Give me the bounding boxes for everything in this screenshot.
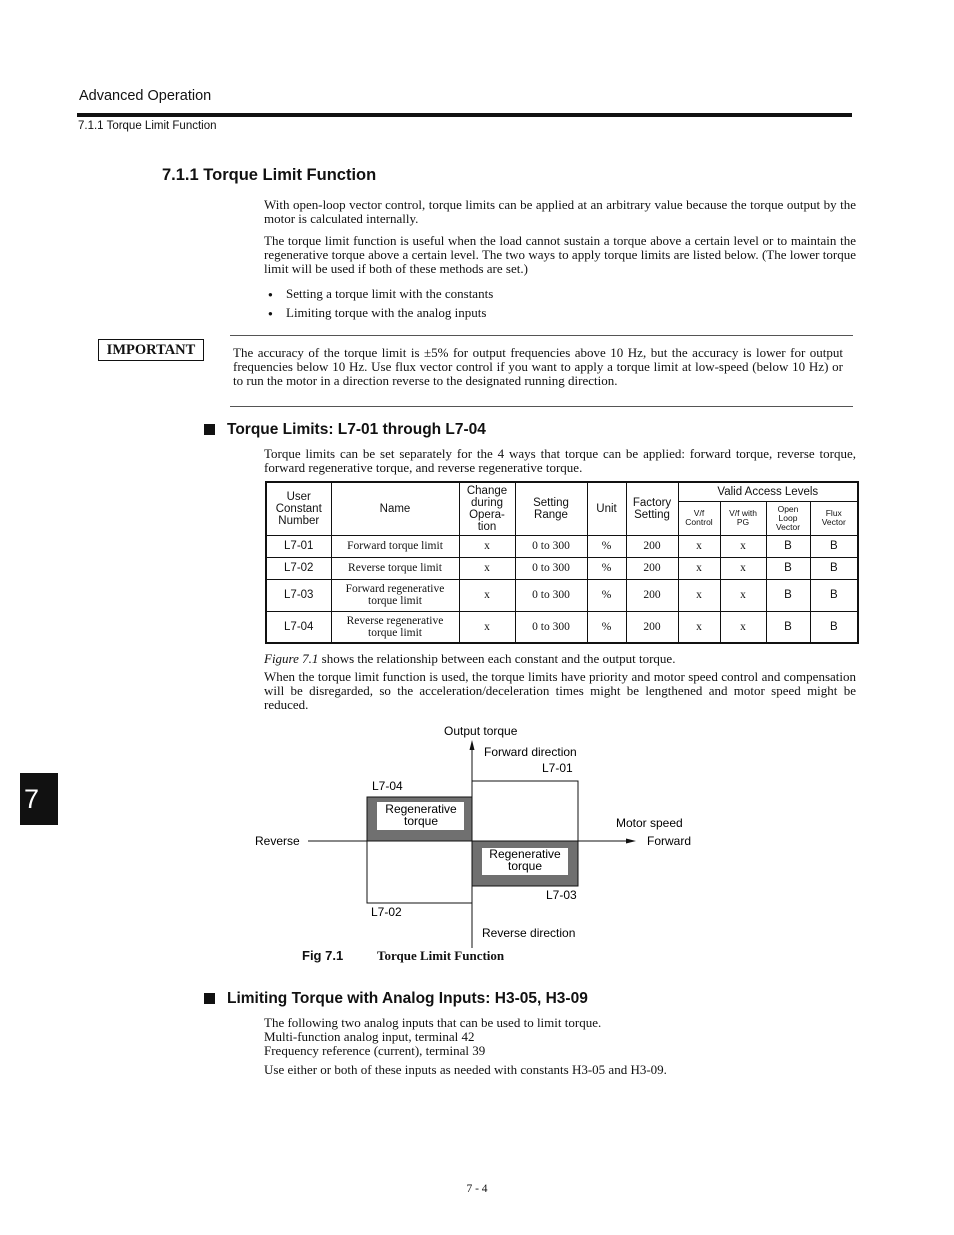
- l701-region: [472, 781, 578, 841]
- l701-label: L7-01: [542, 761, 573, 775]
- cell-flux: B: [810, 611, 858, 643]
- forward-direction-label: Forward direction: [484, 745, 577, 759]
- torque-limits-heading: [204, 421, 486, 439]
- col-user-constant: User Constant Number: [266, 482, 331, 535]
- cell-name: Reverse regenerative torque limit: [331, 611, 459, 643]
- important-top-rule: [230, 335, 853, 336]
- cell-range: 0 to 300: [515, 579, 587, 611]
- cell-olv: B: [766, 611, 810, 643]
- regen-label-1: Regenerative: [385, 802, 457, 816]
- header-rule: [77, 113, 852, 117]
- table-row: [266, 611, 858, 643]
- cell-flux: B: [810, 579, 858, 611]
- cell-range: 0 to 300: [515, 611, 587, 643]
- output-torque-label: Output torque: [444, 724, 518, 738]
- regen-label-1b: torque: [403, 814, 439, 828]
- col-open-loop-vector: Open Loop Vector: [766, 501, 810, 535]
- reverse-label: Reverse: [255, 834, 300, 848]
- cell-flux: B: [810, 535, 858, 557]
- cell-factory: 200: [626, 611, 678, 643]
- torque-axis-arrow-icon: [470, 740, 475, 750]
- method-list: [268, 287, 493, 325]
- cell-unit: %: [587, 611, 626, 643]
- torque-limit-diagram: [250, 720, 710, 950]
- function-paragraph: The torque limit function is useful when the load cannot sustain a torque above a certain level or to maintain the regenerative torque above a certain level. The two ways to apply torque limits are listed below. (The lower torque limit will be used if both of these methods are set.): [264, 233, 856, 276]
- running-header-title: Advanced Operation: [79, 88, 212, 104]
- cell-range: 0 to 300: [515, 535, 587, 557]
- col-unit: Unit: [587, 482, 626, 535]
- cell-unit: %: [587, 557, 626, 579]
- running-header-subtitle: 7.1.1 Torque Limit Function: [78, 120, 217, 132]
- figure-reference-text: [264, 652, 856, 666]
- speed-axis-arrow-icon: [626, 839, 636, 844]
- cell-factory: 200: [626, 557, 678, 579]
- l702-region: [367, 841, 472, 903]
- figure-caption-title: Torque Limit Function: [377, 948, 505, 963]
- cell-change: x: [459, 535, 515, 557]
- priority-paragraph: When the torque limit function is used, the torque limits have priority and motor speed control and compensation will be disregarded, so the acceleration/deceleration times might be lengthened and motor speed might be reduced.: [264, 669, 856, 712]
- col-flux-vector: Flux Vector: [810, 501, 858, 535]
- cell-change: x: [459, 579, 515, 611]
- motor-speed-label: Motor speed: [616, 816, 683, 830]
- col-vf-control: V/f Control: [678, 501, 720, 535]
- analog-line-1: The following two analog inputs that can be used to limit torque.: [264, 1015, 602, 1030]
- cell-vfpg: x: [720, 557, 766, 579]
- page-number: 7 - 4: [466, 1183, 488, 1195]
- square-bullet-icon: [204, 993, 215, 1004]
- analog-heading: [204, 990, 588, 1008]
- analog-heading-text: Limiting Torque with Analog Inputs: H3-05, H3-09: [227, 990, 588, 1007]
- list-item: ● Setting a torque limit with the constants: [268, 287, 493, 306]
- cell-code: L7-03: [266, 579, 331, 611]
- cell-flux: B: [810, 557, 858, 579]
- cell-vf: x: [678, 611, 720, 643]
- cell-vf: x: [678, 579, 720, 611]
- torque-limits-intro: Torque limits can be set separately for the 4 ways that torque can be applied: forward torque, reverse torque, forward regenerative torque, and reverse regenerative torque.: [264, 446, 856, 475]
- cell-unit: %: [587, 579, 626, 611]
- cell-vfpg: x: [720, 535, 766, 557]
- cell-unit: %: [587, 535, 626, 557]
- cell-change: x: [459, 557, 515, 579]
- intro-paragraph: With open-loop vector control, torque limits can be applied at an arbitrary value because the torque output by the motor is calculated internally.: [264, 197, 856, 226]
- cell-olv: B: [766, 579, 810, 611]
- cell-vf: x: [678, 557, 720, 579]
- cell-factory: 200: [626, 579, 678, 611]
- analog-line-2: Multi-function analog input, terminal 42: [264, 1029, 475, 1044]
- cell-olv: B: [766, 535, 810, 557]
- section-title: 7.1.1 Torque Limit Function: [162, 166, 377, 184]
- cell-name: Forward torque limit: [331, 535, 459, 557]
- important-text: The accuracy of the torque limit is ±5% for output frequencies above 10 Hz, but the accuracy is lower for output frequencies below 10 Hz. Use flux vector control if you want to apply a torque limit at low-speed (below 10 Hz) or to run the motor in a direction reverse to the designated running direction.: [233, 345, 843, 388]
- regen-label-2: Regenerative: [489, 847, 561, 861]
- figure-caption-number: Fig 7.1: [302, 948, 344, 963]
- col-valid-access-levels: Valid Access Levels: [678, 482, 858, 501]
- regen-label-2b: torque: [507, 859, 543, 873]
- cell-vfpg: x: [720, 579, 766, 611]
- col-name: Name: [331, 482, 459, 535]
- l704-label: L7-04: [372, 779, 403, 793]
- figure-ref-rest: shows the relationship between each constant and the output torque.: [318, 651, 676, 666]
- cell-factory: 200: [626, 535, 678, 557]
- col-factory-setting: Factory Setting: [626, 482, 678, 535]
- cell-vfpg: x: [720, 611, 766, 643]
- col-vf-with-pg: V/f with PG: [720, 501, 766, 535]
- cell-code: L7-02: [266, 557, 331, 579]
- chapter-tab: 7: [20, 773, 58, 825]
- reverse-direction-label: Reverse direction: [482, 926, 576, 940]
- figure-ref-italic: Figure 7.1: [264, 651, 319, 666]
- cell-name: Reverse torque limit: [331, 557, 459, 579]
- cell-range: 0 to 300: [515, 557, 587, 579]
- cell-code: L7-01: [266, 535, 331, 557]
- l703-label: L7-03: [546, 888, 577, 902]
- torque-limits-heading-text: Torque Limits: L7-01 through L7-04: [227, 421, 486, 438]
- forward-label: Forward: [647, 834, 692, 848]
- table-row: [266, 579, 858, 611]
- torque-limit-constants-table: [265, 481, 859, 644]
- cell-olv: B: [766, 557, 810, 579]
- square-bullet-icon: [204, 424, 215, 435]
- l702-label: L7-02: [371, 905, 402, 919]
- table-row: [266, 535, 858, 557]
- important-label: IMPORTANT: [98, 339, 204, 361]
- analog-line-4: Use either or both of these inputs as needed with constants H3-05 and H3-09.: [264, 1062, 667, 1077]
- analog-line-3: Frequency reference (current), terminal 39: [264, 1043, 486, 1058]
- cell-change: x: [459, 611, 515, 643]
- important-bottom-rule: [230, 406, 853, 407]
- col-change-during-operation: Change during Opera- tion: [459, 482, 515, 535]
- cell-name: Forward regenerative torque limit: [331, 579, 459, 611]
- table-row: [266, 557, 858, 579]
- col-setting-range: Setting Range: [515, 482, 587, 535]
- list-item: ● Limiting torque with the analog inputs: [268, 306, 493, 325]
- cell-vf: x: [678, 535, 720, 557]
- cell-code: L7-04: [266, 611, 331, 643]
